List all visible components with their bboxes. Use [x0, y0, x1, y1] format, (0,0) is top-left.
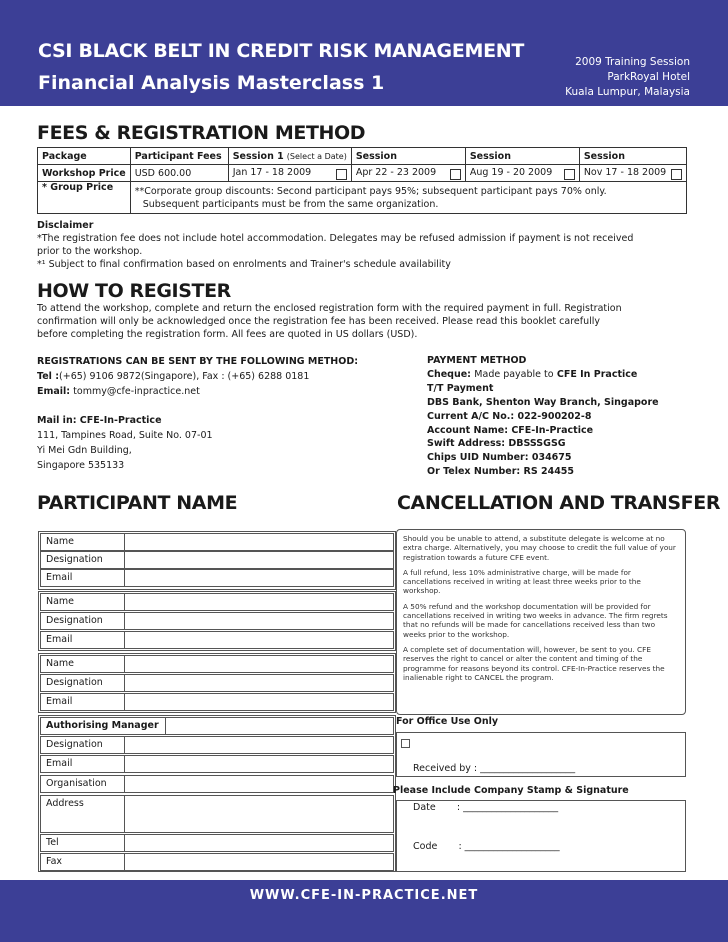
date-option-4[interactable]: Nov 17 - 18 2009	[579, 165, 686, 182]
participant-3-designation[interactable]: Designation	[40, 674, 394, 692]
date-option-1[interactable]: Jan 17 - 18 2009	[228, 165, 351, 182]
footer-banner	[0, 880, 728, 942]
workshop-price-label: Workshop Price	[38, 165, 131, 182]
date-checkbox-4[interactable]	[671, 169, 682, 180]
authorising-manager-field[interactable]: Authorising Manager	[40, 717, 394, 735]
payment-method: PAYMENT METHOD Cheque: Made payable to CFE In Practice T/T Payment DBS Bank, Shenton Way Branch, Singapore Current A/C No.: 022-900202-8 Account Name: CFE-In-Practice Swift Address: DBSSSGSG Chips UID Number: 034675 Or Telex Number: RS 24455	[427, 355, 659, 478]
participant-2-email[interactable]: Email	[40, 631, 394, 649]
participant-3-name[interactable]: Name	[40, 655, 394, 673]
participant-1-email[interactable]: Email	[40, 569, 394, 587]
price-value: USD 600.00	[130, 165, 228, 182]
address-field[interactable]: Address	[40, 795, 394, 833]
fees-heading: FEES & REGISTRATION METHOD	[37, 122, 366, 144]
stamp-instruction: Please Include Company Stamp & Signature	[393, 785, 629, 796]
fee-table	[37, 147, 687, 214]
date-checkbox-1[interactable]	[336, 169, 347, 180]
stamp-signature-box[interactable]	[396, 800, 686, 872]
group-discount-text: **Corporate group discounts: Second participant pays 95%; subsequent participant pays 70% only. Subsequent participants must be from the same organization.	[130, 182, 686, 214]
participant-1-name[interactable]: Name	[40, 533, 394, 551]
col-fees: Participant Fees	[130, 148, 228, 165]
disclaimer: Disclaimer *The registration fee does not include hotel accommodation. Delegates may be refused admission if payment is not received prior to the workshop. *¹ Subject to final confirmation based on enrolments and Trainer's schedule availability	[37, 220, 634, 270]
col-session-1: Session 1 (Select a Date)	[228, 148, 351, 165]
col-package: Package	[38, 148, 131, 165]
office-checkbox[interactable]	[401, 739, 410, 748]
office-use-title: For Office Use Only	[396, 716, 499, 727]
office-code-field[interactable]: Code : ____________________	[413, 841, 560, 852]
manager-designation-field[interactable]: Designation	[40, 736, 394, 754]
date-option-2[interactable]: Apr 22 - 23 2009	[351, 165, 465, 182]
manager-email-field[interactable]: Email	[40, 755, 394, 773]
email-link[interactable]: tommy@cfe-inpractice.net	[73, 386, 200, 397]
fax-field[interactable]: Fax	[40, 853, 394, 871]
workshop-price-row	[38, 165, 687, 182]
date-option-3[interactable]: Aug 19 - 20 2009	[465, 165, 579, 182]
how-to-register-text: To attend the workshop, complete and return the enclosed registration form with the required payment in full. Registration confirmation will only be acknowledged once the registration fee has been received. Please read this booklet carefully before completing the registration form. All fees are quoted in US dollars (USD).	[37, 303, 622, 340]
fee-header-row	[38, 148, 687, 165]
header-banner	[0, 0, 728, 106]
tel-field[interactable]: Tel	[40, 834, 394, 852]
course-title: CSI BLACK BELT IN CREDIT RISK MANAGEMENT	[38, 40, 525, 62]
how-to-register-heading: HOW TO REGISTER	[37, 280, 231, 302]
website-link[interactable]: WWW.CFE-IN-PRACTICE.NET	[249, 888, 479, 903]
date-checkbox-3[interactable]	[564, 169, 575, 180]
participant-2-designation[interactable]: Designation	[40, 612, 394, 630]
group-price-label: * Group Price	[38, 182, 131, 214]
received-by-field[interactable]: Received by : ____________________	[413, 763, 576, 774]
participant-3-email[interactable]: Email	[40, 693, 394, 711]
cancellation-policy: Should you be unable to attend, a substitute delegate is welcome at no extra charge. Alternatively, you may choose to credit the full value of your registration towards a future CFE event. A full refund, less 10% administrative charge, will be made for cancellations received in writing at least three weeks prior to the workshop. A 50% refund and the workshop documentation will be provided for cancellations received in writing two weeks in advance. The firm regrets that no refunds will be made for cancellations received less than two weeks prior to the workshop. A complete set of documentation will, however, be sent to you. CFE reserves the right to cancel or alter the content and timing of the programme for reasons beyond its control. CFE-In-Practice reserves the inalienable right to CANCEL the program.	[396, 529, 686, 715]
hotel-name: ParkRoyal Hotel	[607, 71, 690, 83]
session-label: 2009 Training Session	[575, 56, 690, 68]
office-date-field[interactable]: Date : ____________________	[413, 802, 559, 813]
col-session-3: Session	[465, 148, 579, 165]
registration-methods: REGISTRATIONS CAN BE SENT BY THE FOLLOWING METHOD: Tel :(+65) 9106 9872(Singapore), Fax : (+65) 6288 0181 Email: tommy@cfe-inpractice.net Mail in: CFE-In-Practice 111, Tampines Road, Suite No. 07-01 Yi Mei Gdn Building, Singapore 535133	[37, 356, 359, 471]
participant-2-name[interactable]: Name	[40, 593, 394, 611]
city-name: Kuala Lumpur, Malaysia	[565, 86, 690, 98]
cancellation-heading: CANCELLATION AND TRANSFER	[397, 492, 721, 514]
col-session-4: Session	[579, 148, 686, 165]
participant-heading: PARTICIPANT NAME	[37, 492, 238, 514]
col-session-2: Session	[351, 148, 465, 165]
organisation-field[interactable]: Organisation	[40, 775, 394, 793]
date-checkbox-2[interactable]	[450, 169, 461, 180]
participant-1-designation[interactable]: Designation	[40, 551, 394, 569]
group-price-row	[38, 182, 687, 214]
course-subtitle: Financial Analysis Masterclass 1	[38, 72, 385, 94]
